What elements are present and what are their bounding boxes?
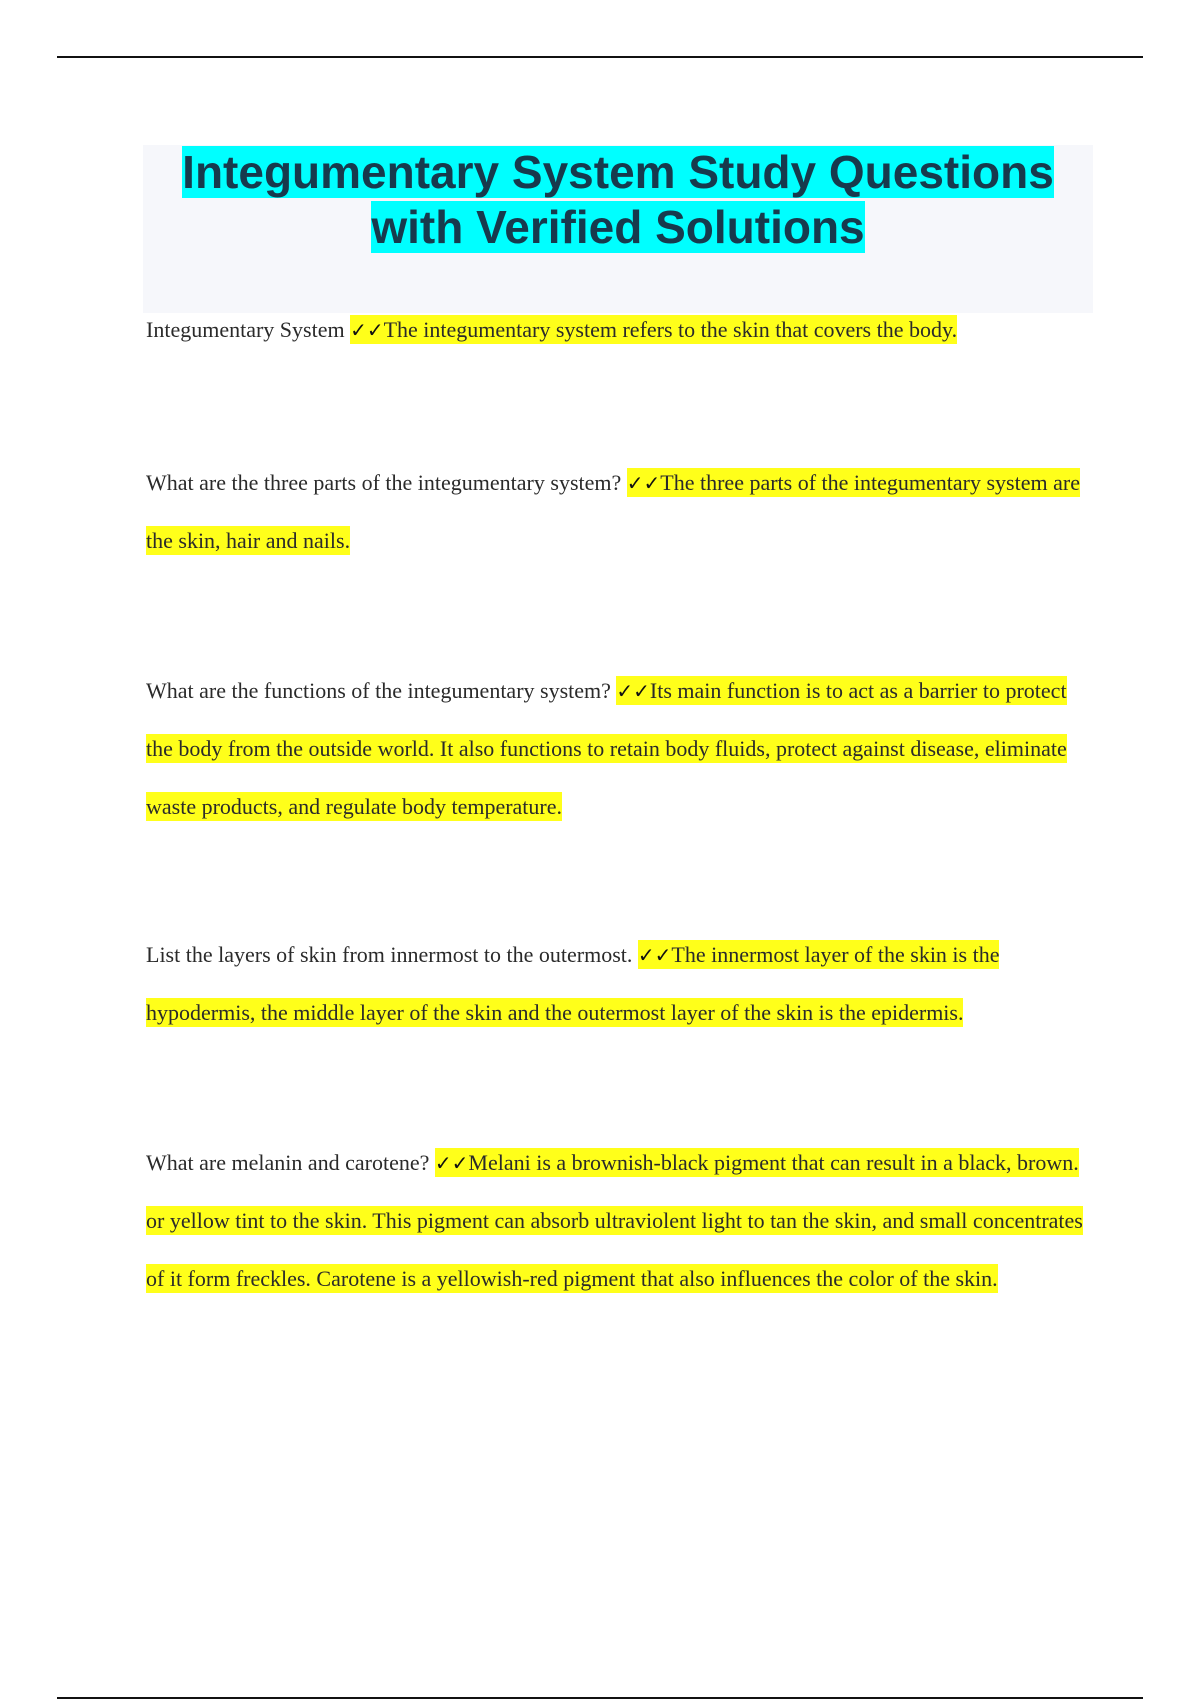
question-text: What are melanin and carotene? [146,1150,430,1175]
answer-text: The innermost layer of the skin is the hypodermis, the middle layer of the skin and the outermost layer of the skin is the epidermis. [146,942,1000,1025]
question-text: What are the three parts of the integumentary system? [146,470,622,495]
title-line-2: with Verified Solutions [371,201,865,253]
double-check-icon: ✓✓ [350,318,384,342]
qa-item [146,454,1096,570]
double-check-icon: ✓✓ [616,679,650,703]
answer-text: The three parts of the integumentary system are the skin, hair and nails. [146,470,1080,553]
top-rule [57,56,1143,58]
question-text: Integumentary System [146,317,345,342]
question-text: What are the functions of the integumentary system? [146,678,611,703]
qa-item [146,662,1096,836]
double-check-icon: ✓✓ [434,1151,469,1175]
answer-text: Its main function is to act as a barrier to protect the body from the outside world. It also functions to retain body fluids, protect against disease, eliminate waste products, and regulate body temperature. [146,678,1067,819]
qa-item [146,926,1096,1042]
answer-text: The integumentary system refers to the skin that covers the body. [383,317,958,342]
question-text: List the layers of skin from innermost to the outermost. [146,942,633,967]
title-line-1: Integumentary System Study Questions [182,146,1054,198]
double-check-icon: ✓✓ [626,471,661,495]
answer-highlight [350,315,957,344]
double-check-icon: ✓✓ [637,943,672,967]
answer-text: Melani is a brownish-black pigment that can result in a black, brown. or yellow tint to the skin. This pigment can absorb ultraviolent light to tan the skin, and small concentrates of it form freckles. Carotene is a yellowish-red pigment that also influences the color of the skin. [146,1150,1083,1291]
qa-item [146,301,1096,359]
qa-item [146,1134,1096,1308]
bottom-rule [57,1697,1143,1699]
document-title [143,145,1093,255]
